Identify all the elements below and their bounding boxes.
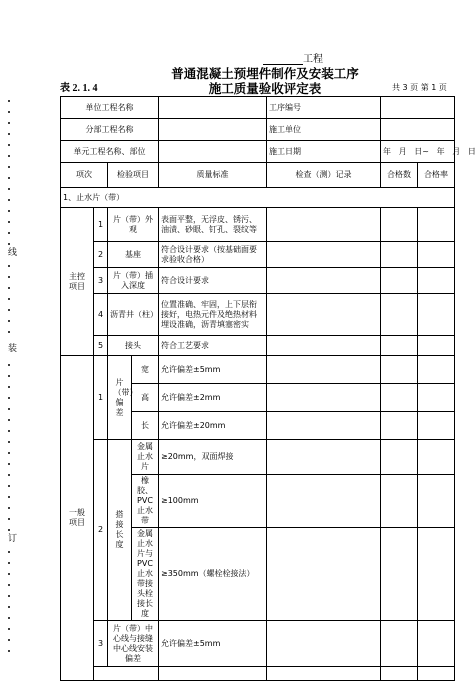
binding-dot — [8, 364, 10, 366]
qualified-rate-cell[interactable] — [418, 356, 455, 384]
table-number: 表 2. 1. 4 — [60, 83, 98, 94]
qualified-count-cell[interactable] — [381, 667, 418, 681]
qualified-rate-cell[interactable] — [418, 667, 455, 681]
qualified-count-cell[interactable] — [381, 528, 418, 621]
table-row — [61, 440, 455, 475]
process-no-label: 工序编号 — [267, 97, 381, 119]
table-row — [61, 621, 455, 667]
binding-dot — [8, 287, 10, 289]
binding-dot — [8, 584, 10, 586]
qualified-count-cell[interactable] — [381, 475, 418, 528]
col-quality-standard: 质量标准 — [159, 163, 267, 188]
inspect-item: 搭接长度 — [108, 440, 132, 621]
qualified-count-cell[interactable] — [381, 621, 418, 667]
project-suffix: 工程 — [303, 54, 323, 65]
row-no: 1 — [94, 356, 108, 440]
sub-item: 金属止水片与PVC止水带接头栓接长度 — [132, 528, 159, 621]
binding-dot — [8, 474, 10, 476]
qualified-rate-cell[interactable] — [418, 621, 455, 667]
quality-standard: ≥20mm，双面焊接 — [159, 440, 267, 475]
inspect-item: 基座 — [108, 242, 159, 268]
binding-dot — [8, 210, 10, 212]
quality-standard: 允许偏差±5mm — [159, 621, 267, 667]
binding-dot — [8, 320, 10, 322]
binding-dot — [8, 166, 10, 168]
binding-dot — [8, 562, 10, 564]
record-cell[interactable] — [267, 440, 381, 475]
binding-dot — [8, 650, 10, 652]
quality-standard: ≥100mm — [159, 475, 267, 528]
binding-dot — [8, 441, 10, 443]
binding-dot — [8, 496, 10, 498]
record-cell[interactable] — [267, 242, 381, 268]
binding-dot — [8, 177, 10, 179]
binding-dot — [8, 430, 10, 432]
binding-dot — [8, 463, 10, 465]
inspect-item: 片（带）插入深度 — [108, 268, 159, 294]
sub-item: 金属止水片 — [132, 440, 159, 475]
binding-dot — [8, 551, 10, 553]
inspect-item: 沥青井（柱） — [108, 294, 159, 336]
qualified-rate-cell[interactable] — [418, 294, 455, 336]
table-row — [61, 356, 455, 384]
unit-project-field[interactable] — [159, 97, 267, 119]
binding-dot — [8, 133, 10, 135]
binding-dot — [8, 485, 10, 487]
record-cell[interactable] — [267, 621, 381, 667]
binding-dot — [8, 298, 10, 300]
sub-item: 宽 — [132, 356, 159, 384]
qualified-count-cell[interactable] — [381, 384, 418, 412]
row-no: 4 — [94, 294, 108, 336]
record-cell[interactable] — [267, 667, 381, 681]
sub-item: 橡胶、PVC止水带 — [132, 475, 159, 528]
sub-item: 长 — [132, 412, 159, 440]
qualified-rate-cell[interactable] — [418, 208, 455, 242]
qualified-rate-cell[interactable] — [418, 242, 455, 268]
qualified-rate-cell[interactable] — [418, 336, 455, 356]
binding-dot — [8, 188, 10, 190]
record-cell[interactable] — [267, 384, 381, 412]
binding-dot — [8, 221, 10, 223]
row-no: 5 — [94, 336, 108, 356]
col-qualified-count: 合格数 — [381, 163, 418, 188]
table-row — [61, 242, 455, 268]
table-row — [61, 268, 455, 294]
binding-dot — [8, 595, 10, 597]
binding-dot — [8, 100, 10, 102]
quality-standard: 表面平整，无浮皮、锈污、油渍、砂眼、钉孔、裂纹等 — [159, 208, 267, 242]
construction-date-label: 施工日期 — [267, 141, 381, 163]
binding-dot — [8, 232, 10, 234]
qualified-rate-cell[interactable] — [418, 440, 455, 475]
construction-date-field[interactable]: 年 月 日~ 年 月 日 — [381, 141, 455, 163]
qualified-rate-cell[interactable] — [418, 412, 455, 440]
binding-dot — [8, 419, 10, 421]
qualified-rate-cell[interactable] — [418, 475, 455, 528]
record-cell[interactable] — [267, 475, 381, 528]
binding-char-xian: 线 — [8, 248, 18, 258]
record-cell[interactable] — [267, 528, 381, 621]
form-title — [150, 66, 380, 96]
qualified-count-cell[interactable] — [381, 294, 418, 336]
binding-char-zhuang: 装 — [8, 344, 18, 354]
record-cell[interactable] — [267, 294, 381, 336]
binding-dot — [8, 386, 10, 388]
inspect-item: 片（带）外观 — [108, 208, 159, 242]
sub-item: 高 — [132, 384, 159, 412]
qualified-rate-cell[interactable] — [418, 268, 455, 294]
qualified-rate-cell[interactable] — [418, 528, 455, 621]
binding-dot — [8, 144, 10, 146]
inspect-item: 接头 — [108, 336, 159, 356]
binding-dot — [8, 397, 10, 399]
row-no: 1 — [94, 208, 108, 242]
qualified-count-cell[interactable] — [381, 336, 418, 356]
binding-dot — [8, 265, 10, 267]
binding-dot — [8, 111, 10, 113]
page-info: 共 3 页 第 1 页 — [392, 83, 447, 92]
quality-standard: 位置准确、牢固，上下层衔接好，电热元件及绝热材料埋设准确，沥青填塞密实 — [159, 294, 267, 336]
quality-standard: 符合工艺要求 — [159, 336, 267, 356]
qualified-count-cell[interactable] — [381, 242, 418, 268]
binding-dot — [8, 309, 10, 311]
qualified-count-cell[interactable] — [381, 440, 418, 475]
quality-standard: ≥350mm（螺栓栓接法） — [159, 528, 267, 621]
qualified-count-cell[interactable] — [381, 356, 418, 384]
binding-dot — [8, 155, 10, 157]
binding-dot — [8, 628, 10, 630]
binding-dot — [8, 617, 10, 619]
section-label: 1、止水片（带） — [61, 188, 455, 208]
row-no: 2 — [94, 242, 108, 268]
col-record: 检查（测）记录 — [267, 163, 381, 188]
sub-project-label: 分部工程名称 — [61, 119, 159, 141]
binding-dot — [8, 452, 10, 454]
record-cell[interactable] — [267, 356, 381, 384]
project-name-blank — [263, 54, 303, 65]
inspect-item: 片（带）中心线与接缝中心线安装偏差 — [108, 621, 159, 667]
binding-dot — [8, 375, 10, 377]
row-no: 2 — [94, 440, 108, 621]
process-no-field[interactable] — [381, 97, 455, 119]
form-title-line1: 普通混凝土预埋件制作及安装工序 — [171, 66, 359, 81]
binding-dot — [8, 529, 10, 531]
col-inspect-item: 检验项目 — [108, 163, 159, 188]
record-cell[interactable] — [267, 336, 381, 356]
quality-standard: 允许偏差±20mm — [159, 412, 267, 440]
binding-char-ding: 订 — [8, 534, 18, 544]
binding-dot — [8, 573, 10, 575]
record-cell[interactable] — [267, 412, 381, 440]
qualified-count-cell[interactable] — [381, 412, 418, 440]
record-cell[interactable] — [267, 208, 381, 242]
project-title-line — [0, 50, 474, 65]
qualified-count-cell[interactable] — [381, 208, 418, 242]
sub-project-field[interactable] — [159, 119, 267, 141]
quality-standard: 允许偏差±5mm — [159, 356, 267, 384]
element-project-label: 单元工程名称、部位 — [61, 141, 159, 163]
binding-dot — [8, 331, 10, 333]
element-project-field[interactable] — [159, 141, 267, 163]
construction-unit-label: 施工单位 — [267, 119, 381, 141]
binding-dot — [8, 199, 10, 201]
record-cell[interactable] — [267, 268, 381, 294]
binding-dot — [8, 276, 10, 278]
col-item-no: 项次 — [61, 163, 108, 188]
general-group-label: 一般项目 — [61, 356, 94, 681]
binding-dot — [8, 606, 10, 608]
main-control-group-label: 主控项目 — [61, 208, 94, 356]
acceptance-table — [60, 96, 476, 681]
qualified-rate-cell[interactable] — [418, 384, 455, 412]
binding-dot — [8, 507, 10, 509]
qualified-count-cell[interactable] — [381, 268, 418, 294]
binding-dot — [8, 518, 10, 520]
quality-standard: 符合设计要求（按基础面要求验收合格） — [159, 242, 267, 268]
construction-unit-field[interactable] — [381, 119, 455, 141]
binding-dot — [8, 243, 10, 245]
row-no: 3 — [94, 268, 108, 294]
inspect-item: 片（带）偏差 — [108, 356, 132, 440]
binding-dot — [8, 408, 10, 410]
binding-dot — [8, 122, 10, 124]
table-row — [61, 208, 455, 242]
row-no: 3 — [94, 621, 108, 667]
table-row — [61, 336, 455, 356]
form-title-line2: 施工质量验收评定表 — [208, 81, 322, 96]
unit-project-label: 单位工程名称 — [61, 97, 159, 119]
quality-standard: 符合设计要求 — [159, 268, 267, 294]
quality-standard: 允许偏差±2mm — [159, 384, 267, 412]
binding-dot — [8, 639, 10, 641]
col-qualified-rate: 合格率 — [418, 163, 455, 188]
table-row — [61, 667, 455, 681]
table-row — [61, 294, 455, 336]
